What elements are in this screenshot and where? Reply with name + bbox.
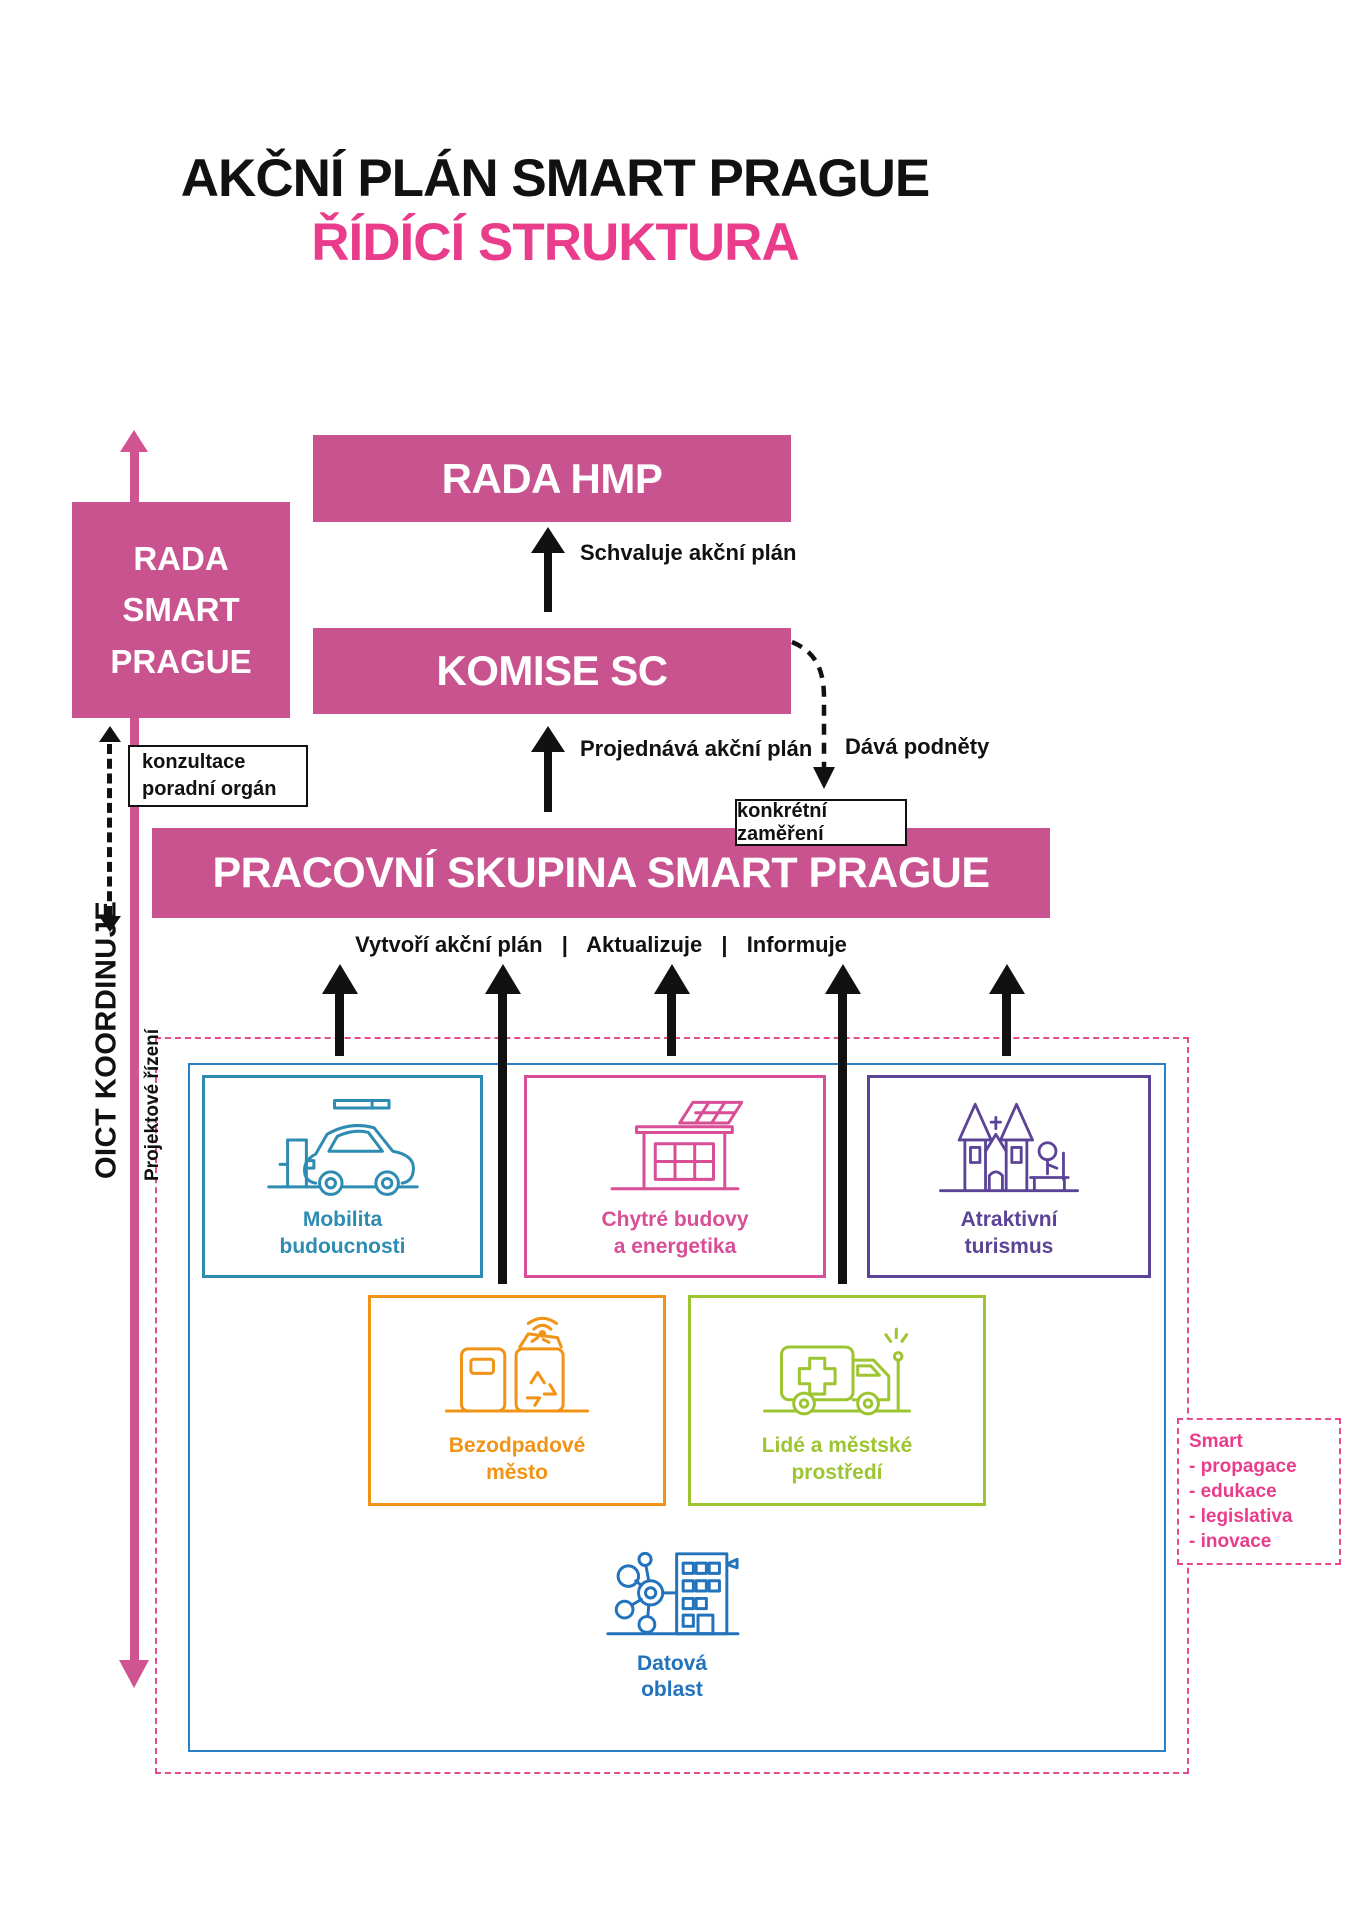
projednava-arrow-stem	[544, 750, 552, 812]
rada-hmp-box: RADA HMP	[313, 435, 791, 522]
pink-arrow-down-head	[119, 1660, 149, 1688]
rada-smart-prague-box	[72, 502, 290, 718]
category-chytre-budovy	[524, 1075, 826, 1278]
area-arrow-4-head	[825, 964, 861, 994]
konzultace-label-box	[128, 745, 308, 807]
category-label: Chytré budovy a energetika	[601, 1208, 749, 1258]
pink-arrow-up-head	[120, 430, 148, 452]
area-arrow-3-stem	[667, 992, 676, 1056]
category-label: Bezodpadové město	[448, 1434, 586, 1484]
area-arrow-5-stem	[1002, 992, 1011, 1056]
pracovni-skupina-box: PRACOVNÍ SKUPINA SMART PRAGUE	[152, 828, 1050, 918]
area-arrow-2-stem	[498, 992, 507, 1284]
area-arrow-4-stem	[838, 992, 847, 1284]
smart-box-item: - edukace	[1189, 1481, 1277, 1503]
area-arrow-1-stem	[335, 992, 344, 1056]
projednava-label: Projednává akční plán	[580, 736, 813, 761]
category-label: Datová oblast	[636, 1652, 708, 1702]
rada-smart-line1: RADA	[133, 540, 229, 578]
category-label: Lidé a městské prostředí	[761, 1434, 913, 1484]
projednava-arrow-head	[531, 726, 565, 752]
smart-waste-bins-icon	[437, 1315, 597, 1427]
ambulance-icon	[757, 1315, 917, 1427]
data-network-building-icon	[593, 1535, 751, 1647]
category-bezodpadove-mesto	[368, 1295, 666, 1506]
smart-box-item: - legislativa	[1189, 1506, 1293, 1528]
rada-smart-line3: PRAGUE	[110, 642, 252, 680]
action-separator: |	[721, 932, 728, 957]
konzultace-line2: poradní orgán	[142, 778, 277, 800]
dashed-arrow-up-head	[99, 726, 121, 742]
dava-podnety-curve-arrow	[780, 634, 870, 809]
area-arrow-2-head	[485, 964, 521, 994]
dashed-arrow-line	[107, 744, 112, 916]
pink-arrow-upper-stem	[130, 452, 139, 502]
action-separator: |	[561, 932, 568, 957]
area-arrow-5-head	[989, 964, 1025, 994]
rada-smart-line2: SMART	[122, 591, 240, 629]
pink-arrow-lower-stem	[130, 718, 139, 1660]
area-arrow-1-head	[322, 964, 358, 994]
pracovni-actions-line	[201, 932, 1001, 958]
page-title: AKČNÍ PLÁN SMART PRAGUE	[180, 149, 930, 208]
category-atraktivni-turismus	[867, 1075, 1151, 1278]
category-mobilita-budoucnosti	[202, 1075, 483, 1278]
action-vytvori: Vytvoří akční plán	[355, 932, 543, 957]
category-lide-prostredi	[688, 1295, 986, 1506]
smart-box-title: Smart	[1189, 1431, 1243, 1452]
action-aktualizuje: Aktualizuje	[586, 932, 703, 957]
schvaluje-arrow-head	[531, 527, 565, 553]
page-subtitle: ŘÍDÍCÍ STRUKTURA	[311, 213, 799, 272]
smart-box-item: - inovace	[1189, 1531, 1272, 1553]
action-informuje: Informuje	[746, 932, 847, 957]
komise-sc-box: KOMISE SC	[313, 628, 791, 714]
category-label: Atraktivní turismus	[960, 1208, 1058, 1258]
projektove-rizeni-label: Projektové řízení	[142, 1028, 163, 1182]
dava-podnety-label: Dává podněty	[845, 734, 990, 759]
solar-building-icon	[595, 1093, 755, 1201]
area-arrow-3-head	[654, 964, 690, 994]
oict-koordinuje-label: OICT KOORDINUJE	[90, 900, 123, 1180]
smart-box-item: - propagace	[1189, 1456, 1297, 1478]
schvaluje-arrow-stem	[544, 551, 552, 612]
konkretni-zamereni-box: konkrétní zaměření	[735, 799, 907, 846]
category-datova-oblast	[560, 1535, 784, 1725]
electric-car-icon	[263, 1093, 423, 1201]
konzultace-line1: konzultace	[142, 751, 246, 773]
church-landmark-icon	[929, 1093, 1089, 1201]
smart-activities-box	[1177, 1418, 1341, 1565]
schvaluje-label: Schvaluje akční plán	[580, 540, 797, 565]
category-label: Mobilita budoucnosti	[279, 1208, 406, 1258]
